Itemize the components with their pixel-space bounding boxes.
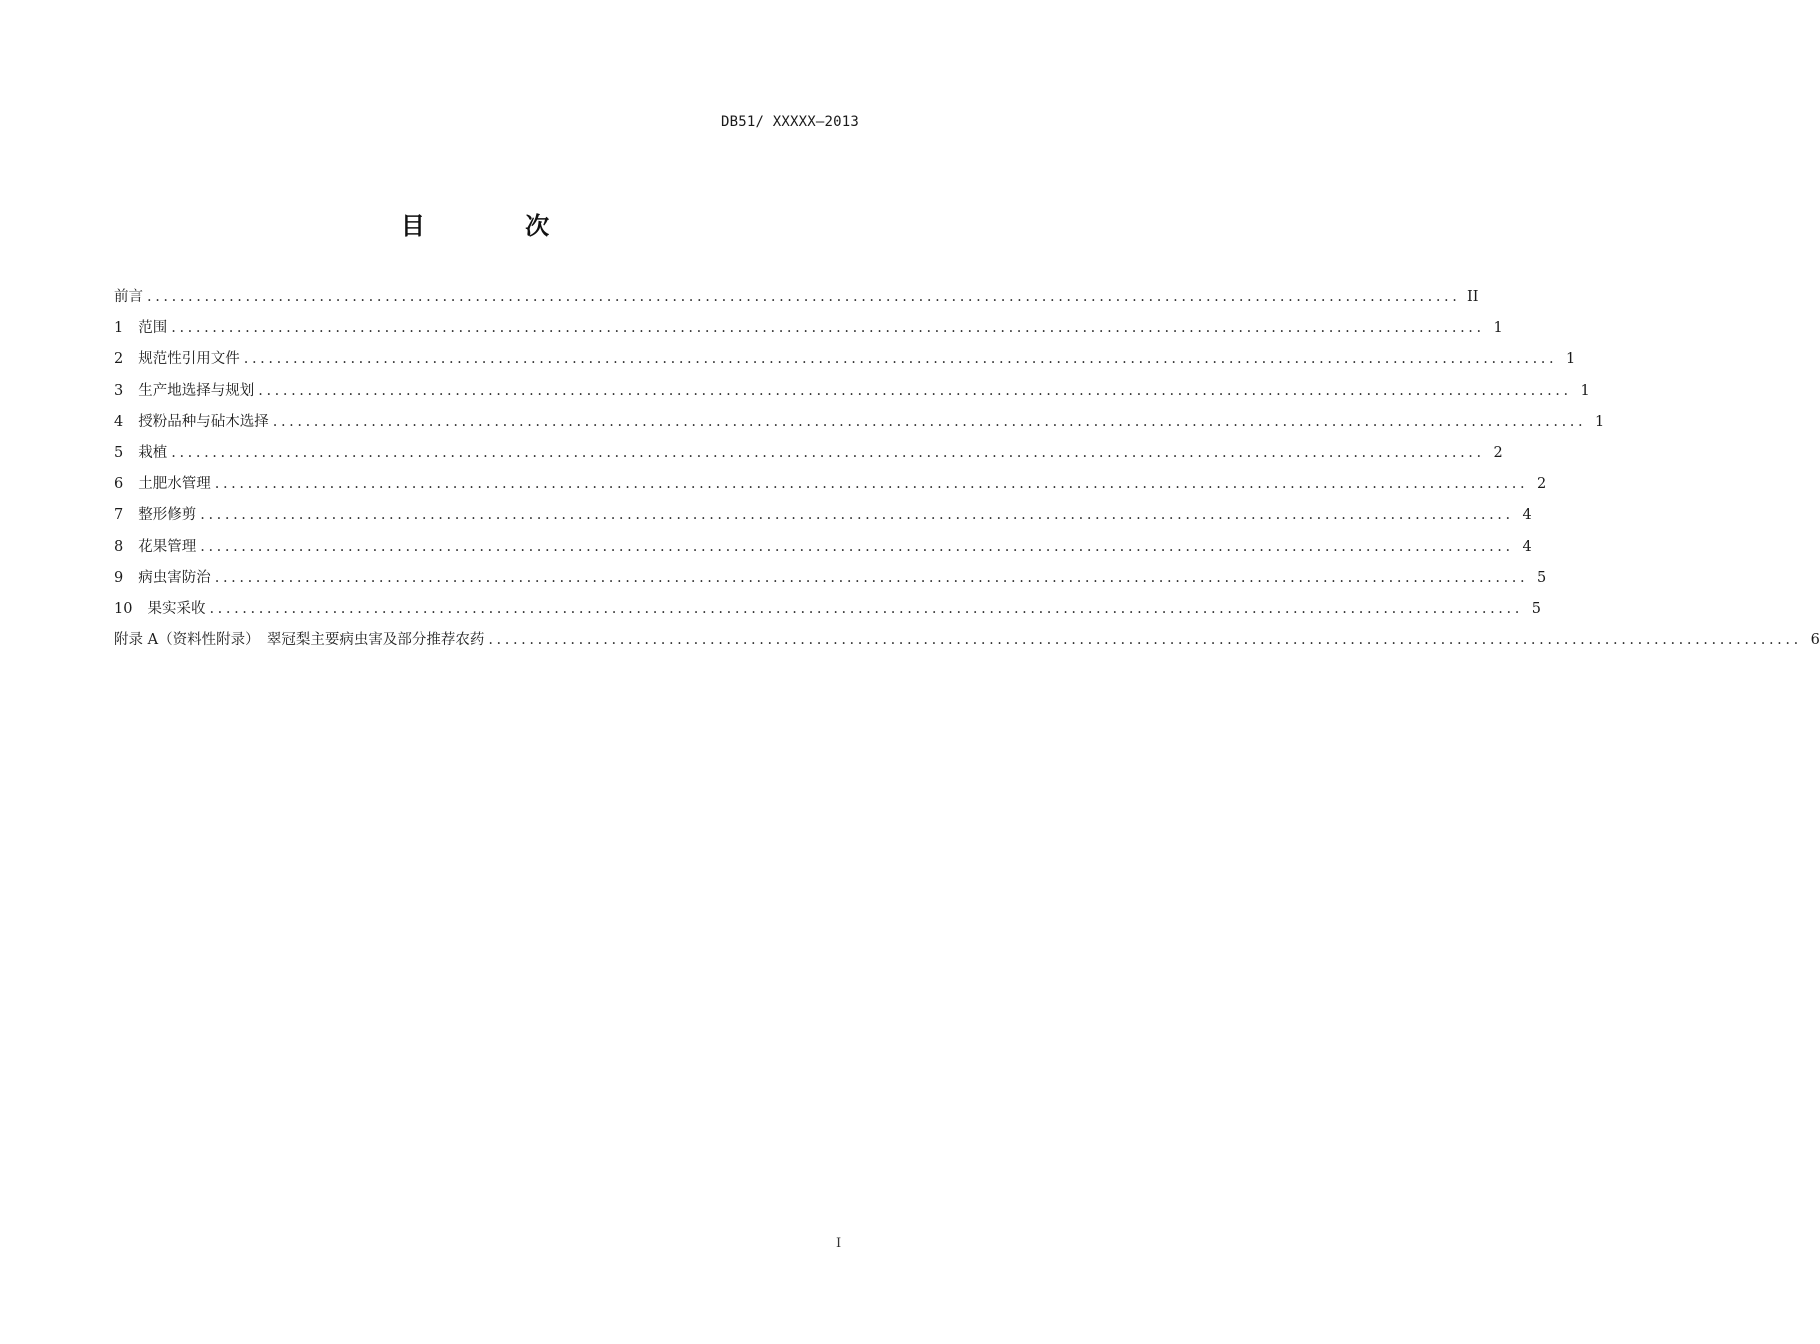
toc-entry-page: 1 [1493, 320, 1503, 337]
toc-entry-number: 4 [114, 413, 124, 430]
toc-entry-foreword[interactable] [114, 284, 1479, 315]
toc-entry-page: 5 [1531, 600, 1541, 617]
toc-leader-dots: ................................................................................................................................................................ [200, 538, 1514, 555]
toc-entry-number: 3 [114, 382, 124, 399]
toc-title: 目 次 [400, 212, 596, 240]
toc-entry-10[interactable] [114, 596, 1541, 627]
toc-leader-dots: ................................................................................................................................................................ [488, 632, 1802, 649]
toc-entry-page: 1 [1594, 413, 1605, 430]
toc-entry-appendix-a[interactable] [114, 627, 1820, 658]
toc-entry-number: 1 [114, 320, 124, 337]
toc-entry-3[interactable] [114, 378, 1590, 409]
toc-entry-label: 授粉品种与砧木选择 [138, 413, 269, 430]
toc-entry-4[interactable] [114, 409, 1605, 440]
toc-entry-page: 1 [1565, 351, 1576, 368]
toc-entry-5[interactable] [114, 440, 1503, 471]
toc-entry-page: II [1467, 289, 1479, 305]
toc-entry-label: 范围 [138, 320, 168, 337]
toc-entry-label: 附录 A（资料性附录） 翠冠梨主要病虫害及部分推荐农药 [114, 632, 485, 649]
toc-leader-dots: ................................................................................................................................................................ [147, 289, 1461, 305]
toc-entry-label: 整形修剪 [138, 507, 197, 524]
toc-entry-number: 10 [114, 600, 133, 617]
toc-entry-number: 8 [114, 538, 124, 555]
toc-entry-page: 1 [1580, 382, 1590, 399]
toc-entry-page: 2 [1493, 444, 1503, 461]
document-code: DB51/ XXXXX—2013 [720, 114, 859, 130]
toc-entry-label: 果实采收 [147, 600, 206, 617]
toc-entry-label: 病虫害防治 [138, 569, 211, 586]
toc-entry-page: 6 [1810, 632, 1820, 649]
toc-entry-page: 5 [1536, 569, 1547, 586]
toc-entry-1[interactable] [114, 315, 1503, 346]
toc-entry-number: 5 [114, 444, 124, 461]
toc-leader-dots: ................................................................................................................................................................ [171, 444, 1485, 461]
toc-entry-page: 2 [1536, 476, 1547, 493]
toc-entry-label: 土肥水管理 [138, 476, 211, 493]
toc-entry-number: 6 [114, 476, 124, 493]
toc-entry-6[interactable] [114, 471, 1547, 502]
toc-entry-label: 生产地选择与规划 [138, 382, 255, 399]
toc-leader-dots: ................................................................................................................................................................ [258, 382, 1572, 399]
toc-leader-dots: ................................................................................................................................................................ [209, 600, 1523, 617]
page-number: I [836, 1236, 842, 1251]
toc-leader-dots: ................................................................................................................................................................ [214, 476, 1529, 493]
toc-entry-label: 花果管理 [138, 538, 197, 555]
toc-entry-2[interactable] [114, 346, 1576, 377]
toc-entry-7[interactable] [114, 502, 1532, 533]
toc-entry-9[interactable] [114, 565, 1547, 596]
toc-entry-number: 9 [114, 569, 124, 586]
toc-entry-number: 7 [114, 507, 124, 524]
toc-entry-8[interactable] [114, 534, 1532, 565]
toc-leader-dots: ................................................................................................................................................................ [171, 320, 1485, 337]
toc-entry-label: 栽植 [138, 444, 168, 461]
toc-entry-page: 4 [1522, 507, 1532, 524]
toc-entry-page: 4 [1522, 538, 1532, 555]
toc-leader-dots: ................................................................................................................................................................ [200, 507, 1514, 524]
table-of-contents [114, 284, 1820, 658]
toc-leader-dots: ................................................................................................................................................................ [243, 351, 1558, 368]
toc-entry-number: 2 [114, 351, 124, 368]
toc-entry-label: 前言 [114, 289, 143, 305]
toc-entry-label: 规范性引用文件 [138, 351, 240, 368]
toc-leader-dots: ................................................................................................................................................................ [214, 569, 1529, 586]
toc-leader-dots: ................................................................................................................................................................ [272, 413, 1587, 430]
